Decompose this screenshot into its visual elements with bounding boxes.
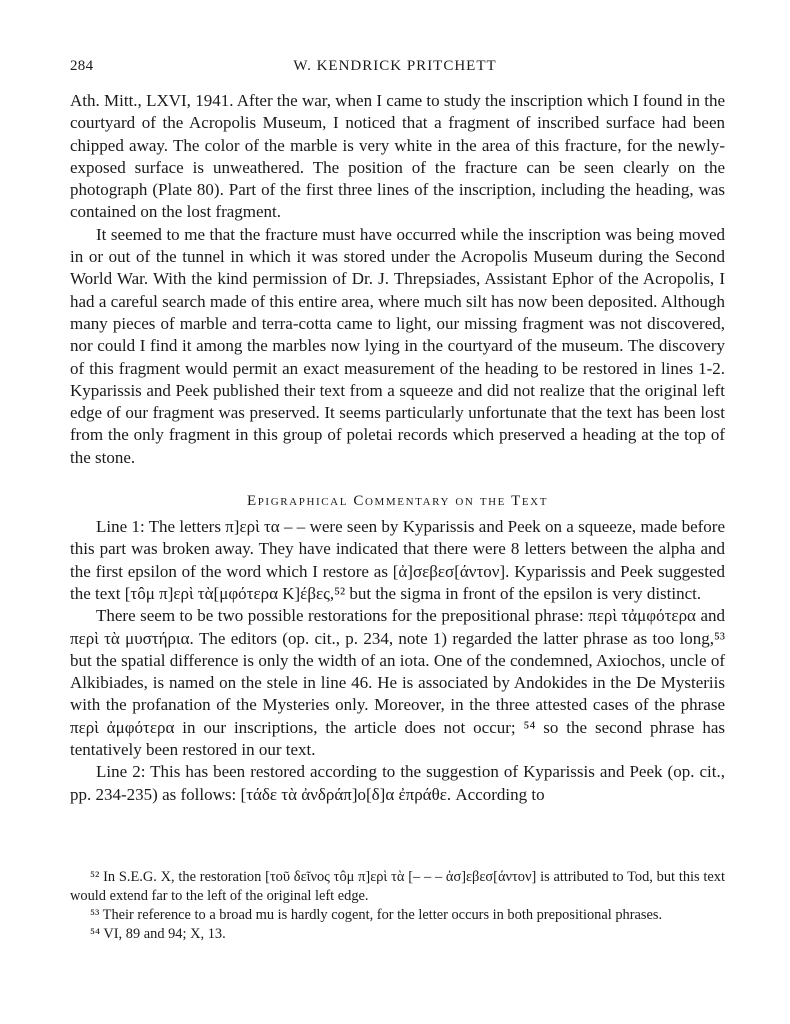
footnote: ⁵⁴ VI, 89 and 94; X, 13. <box>90 926 226 942</box>
footnotes <box>70 868 725 944</box>
commentary-paragraph: Line 1: The letters π]ερὶ τα – – were seen by Kyparissis and Peek on a squeeze, made before this part was broken away. They have indicated that there were 8 letters between the alpha and the first epsilon of the word which I restore as [ἀ]σεβεσ[άντον]. Kyparissis and Peek suggested the text [τôμ π]ερὶ τὰ[μφότερα Κ]έβες,⁵² but the sigma in front of the epsilon is very distinct. <box>70 517 725 603</box>
running-head: W. KENDRICK PRITCHETT <box>293 58 497 74</box>
paragraph: It seemed to me that the fracture must have occurred while the inscription was being moved in or out of the tunnel in which it was stored under the Acropolis Museum during the Second World War. With the kind permission of Dr. J. Threpsiades, Assistant Ephor of the Acropolis, I had a careful search made of this entire area, where much silt has now been deposited. Although many pieces of marble and terra-cotta came to light, our missing fragment was not discovered, nor could I find it among the marbles now lying in the courtyard of the museum. The discovery of this fragment would permit an exact measurement of the heading to be restored in lines 1-2. Kyparissis and Peek published their text from a squeeze and did not realize that the original left edge of our fragment was preserved. It seems particularly unfortunate that the text has been lost from the only fragment in this group of poletai records which preserved a heading at the top of the stone. <box>70 224 725 467</box>
page-header <box>70 58 720 82</box>
commentary-paragraph: Line 2: This has been restored according to the suggestion of Kyparissis and Peek (op. cit., pp. 234-235) as follows: [τάδε τὰ ἀνδράπ]ο[δ]α ἐπράθε. According to <box>70 762 725 804</box>
footnote: ⁵³ Their reference to a broad mu is hardly cogent, for the letter occurs in both prepositional phrases. <box>90 907 663 923</box>
main-text <box>70 90 725 806</box>
paragraph: Ath. Mitt., LXVI, 1941. After the war, when I came to study the inscription which I found in the courtyard of the Acropolis Museum, I noticed that a fragment of inscribed surface had been chipped away. The color of the marble is very white in the area of this fracture, for the newly-exposed surface is unweathered. The position of the fracture can be seen clearly on the photograph (Plate 80). Part of the first three lines of the inscription, including the heading, was contained on the lost fragment. <box>70 91 725 222</box>
commentary-paragraph: There seem to be two possible restorations for the prepositional phrase: περὶ τἀμφότερα and περὶ τὰ μυστήρια. The editors (op. cit., p. 234, note 1) regarded the latter phrase as too long,⁵³ but the spatial difference is only the width of an iota. One of the condemned, Axiochos, uncle of Alkibiades, is named on the stele in line 46. He is associated by Andokides in the De Mysteriis with the profanation of the Mysteries only. Moreover, in the three attested cases of the phrase περὶ ἀμφότερα in our inscriptions, the article does not occur; ⁵⁴ so the second phrase has tentatively been restored in our text. <box>70 606 725 760</box>
section-title: Epigraphical Commentary on the Text <box>246 493 549 510</box>
page-number: 284 <box>70 58 94 74</box>
footnote: ⁵² In S.E.G. X, the restoration [τοῦ δεῖνος τôμ π]ερὶ τὰ [– – – ἀσ]εβεσ[άντον] is attributed to Tod, but this text would extend far to the left of the original left edge. <box>70 869 725 904</box>
